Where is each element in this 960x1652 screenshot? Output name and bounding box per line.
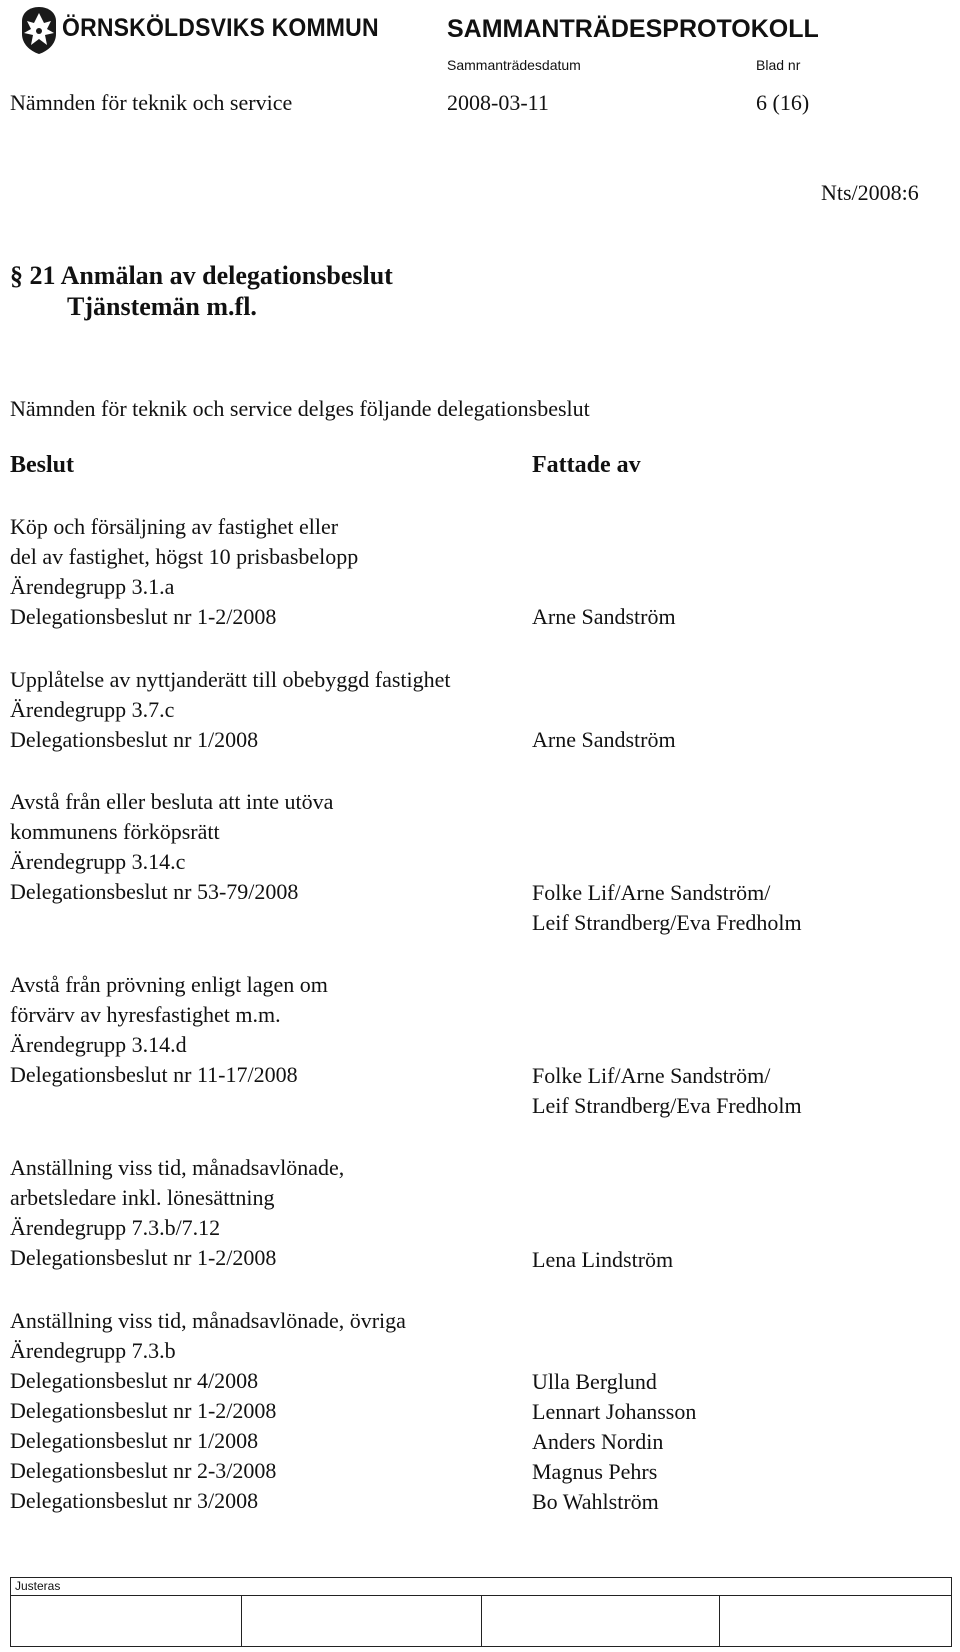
decision-line: Ärendegrupp 7.3.b/7.12 bbox=[10, 1215, 221, 1240]
decision-line: Delegationsbeslut nr 1-2/2008 bbox=[10, 604, 277, 629]
org-name: ÖRNSKÖLDSVIKS KOMMUN bbox=[62, 14, 379, 42]
decision-line: Anställning viss tid, månadsavlönade, övriga bbox=[10, 1308, 406, 1333]
decision-line: Delegationsbeslut nr 53-79/2008 bbox=[10, 879, 299, 904]
signer-name: Lennart Johansson bbox=[532, 1399, 697, 1424]
decision-item bbox=[10, 787, 333, 907]
decision-line: Delegationsbeslut nr 4/2008 bbox=[10, 1368, 259, 1393]
decision-item bbox=[10, 970, 328, 1090]
decided-by bbox=[532, 725, 676, 755]
decision-line: Ärendegrupp 3.1.a bbox=[10, 574, 175, 599]
decision-line: Delegationsbeslut nr 3/2008 bbox=[10, 1488, 259, 1513]
decision-line: Anställning viss tid, månadsavlönade, bbox=[10, 1155, 345, 1180]
justeras-label: Justeras bbox=[15, 1579, 61, 1593]
signer-name: Anders Nordin bbox=[532, 1429, 664, 1454]
date-label: Sammanträdesdatum bbox=[447, 57, 581, 73]
decided-by bbox=[532, 878, 802, 938]
case-number: Nts/2008:6 bbox=[821, 180, 919, 205]
decision-item bbox=[10, 665, 451, 755]
decision-line: Ärendegrupp 3.14.d bbox=[10, 1032, 187, 1057]
signer-name: Arne Sandström bbox=[532, 604, 676, 629]
decided-by bbox=[532, 1245, 673, 1275]
decision-item bbox=[10, 1306, 406, 1516]
page-label: Blad nr bbox=[756, 57, 801, 73]
decision-line: kommunens förköpsrätt bbox=[10, 819, 220, 844]
signer-name: Magnus Pehrs bbox=[532, 1459, 658, 1484]
decision-line: Köp och försäljning av fastighet eller bbox=[10, 514, 339, 539]
signer-name: Folke Lif/Arne Sandström/ bbox=[532, 1063, 771, 1088]
signer-name: Arne Sandström bbox=[532, 727, 676, 752]
signer-name: Leif Strandberg/Eva Fredholm bbox=[532, 1093, 802, 1118]
decided-by bbox=[532, 602, 676, 632]
justeras-header bbox=[11, 1578, 951, 1596]
decided-by bbox=[532, 1061, 802, 1121]
section-title: § 21 Anmälan av delegationsbeslut bbox=[10, 261, 393, 290]
decision-line: Upplåtelse av nyttjanderätt till obebyggd fastighet bbox=[10, 667, 451, 692]
decision-line: Delegationsbeslut nr 1-2/2008 bbox=[10, 1245, 277, 1270]
signature-cell bbox=[481, 1595, 720, 1646]
signer-name: Lena Lindström bbox=[532, 1247, 674, 1272]
municipality-logo bbox=[14, 4, 64, 56]
decision-line: Avstå från eller besluta att inte utöva bbox=[10, 789, 334, 814]
signer-name: Leif Strandberg/Eva Fredholm bbox=[532, 910, 802, 935]
decided-by bbox=[532, 1367, 696, 1517]
meeting-date: 2008-03-11 bbox=[447, 90, 549, 115]
decision-item bbox=[10, 1153, 344, 1273]
page-number: 6 (16) bbox=[756, 90, 810, 115]
signature-cell bbox=[241, 1595, 482, 1646]
signature-cell bbox=[11, 1595, 242, 1646]
decision-item bbox=[10, 512, 358, 632]
intro-text: Nämnden för teknik och service delges följande delegationsbeslut bbox=[10, 396, 590, 421]
decision-line: Delegationsbeslut nr 1/2008 bbox=[10, 727, 259, 752]
decision-line: Ärendegrupp 7.3.b bbox=[10, 1338, 176, 1363]
committee-name: Nämnden för teknik och service bbox=[10, 90, 293, 115]
document-type: SAMMANTRÄDESPROTOKOLL bbox=[447, 15, 819, 43]
decision-line: förvärv av hyresfastighet m.m. bbox=[10, 1002, 281, 1027]
decision-line: Ärendegrupp 3.7.c bbox=[10, 697, 175, 722]
decision-line: Avstå från prövning enligt lagen om bbox=[10, 972, 328, 997]
column-heading-decision: Beslut bbox=[10, 452, 75, 478]
decision-line: arbetsledare inkl. lönesättning bbox=[10, 1185, 275, 1210]
column-heading-decided-by: Fattade av bbox=[532, 452, 641, 478]
justeras-box bbox=[10, 1577, 952, 1647]
signer-name: Bo Wahlström bbox=[532, 1489, 659, 1514]
decision-line: Delegationsbeslut nr 1-2/2008 bbox=[10, 1398, 277, 1423]
decision-line: Ärendegrupp 3.14.c bbox=[10, 849, 186, 874]
decision-line: Delegationsbeslut nr 11-17/2008 bbox=[10, 1062, 298, 1087]
decision-line: Delegationsbeslut nr 2-3/2008 bbox=[10, 1458, 277, 1483]
section-subtitle: Tjänstemän m.fl. bbox=[67, 292, 257, 321]
signer-name: Ulla Berglund bbox=[532, 1369, 657, 1394]
decision-line: del av fastighet, högst 10 prisbasbelopp bbox=[10, 544, 359, 569]
signer-name: Folke Lif/Arne Sandström/ bbox=[532, 880, 771, 905]
decision-line: Delegationsbeslut nr 1/2008 bbox=[10, 1428, 259, 1453]
